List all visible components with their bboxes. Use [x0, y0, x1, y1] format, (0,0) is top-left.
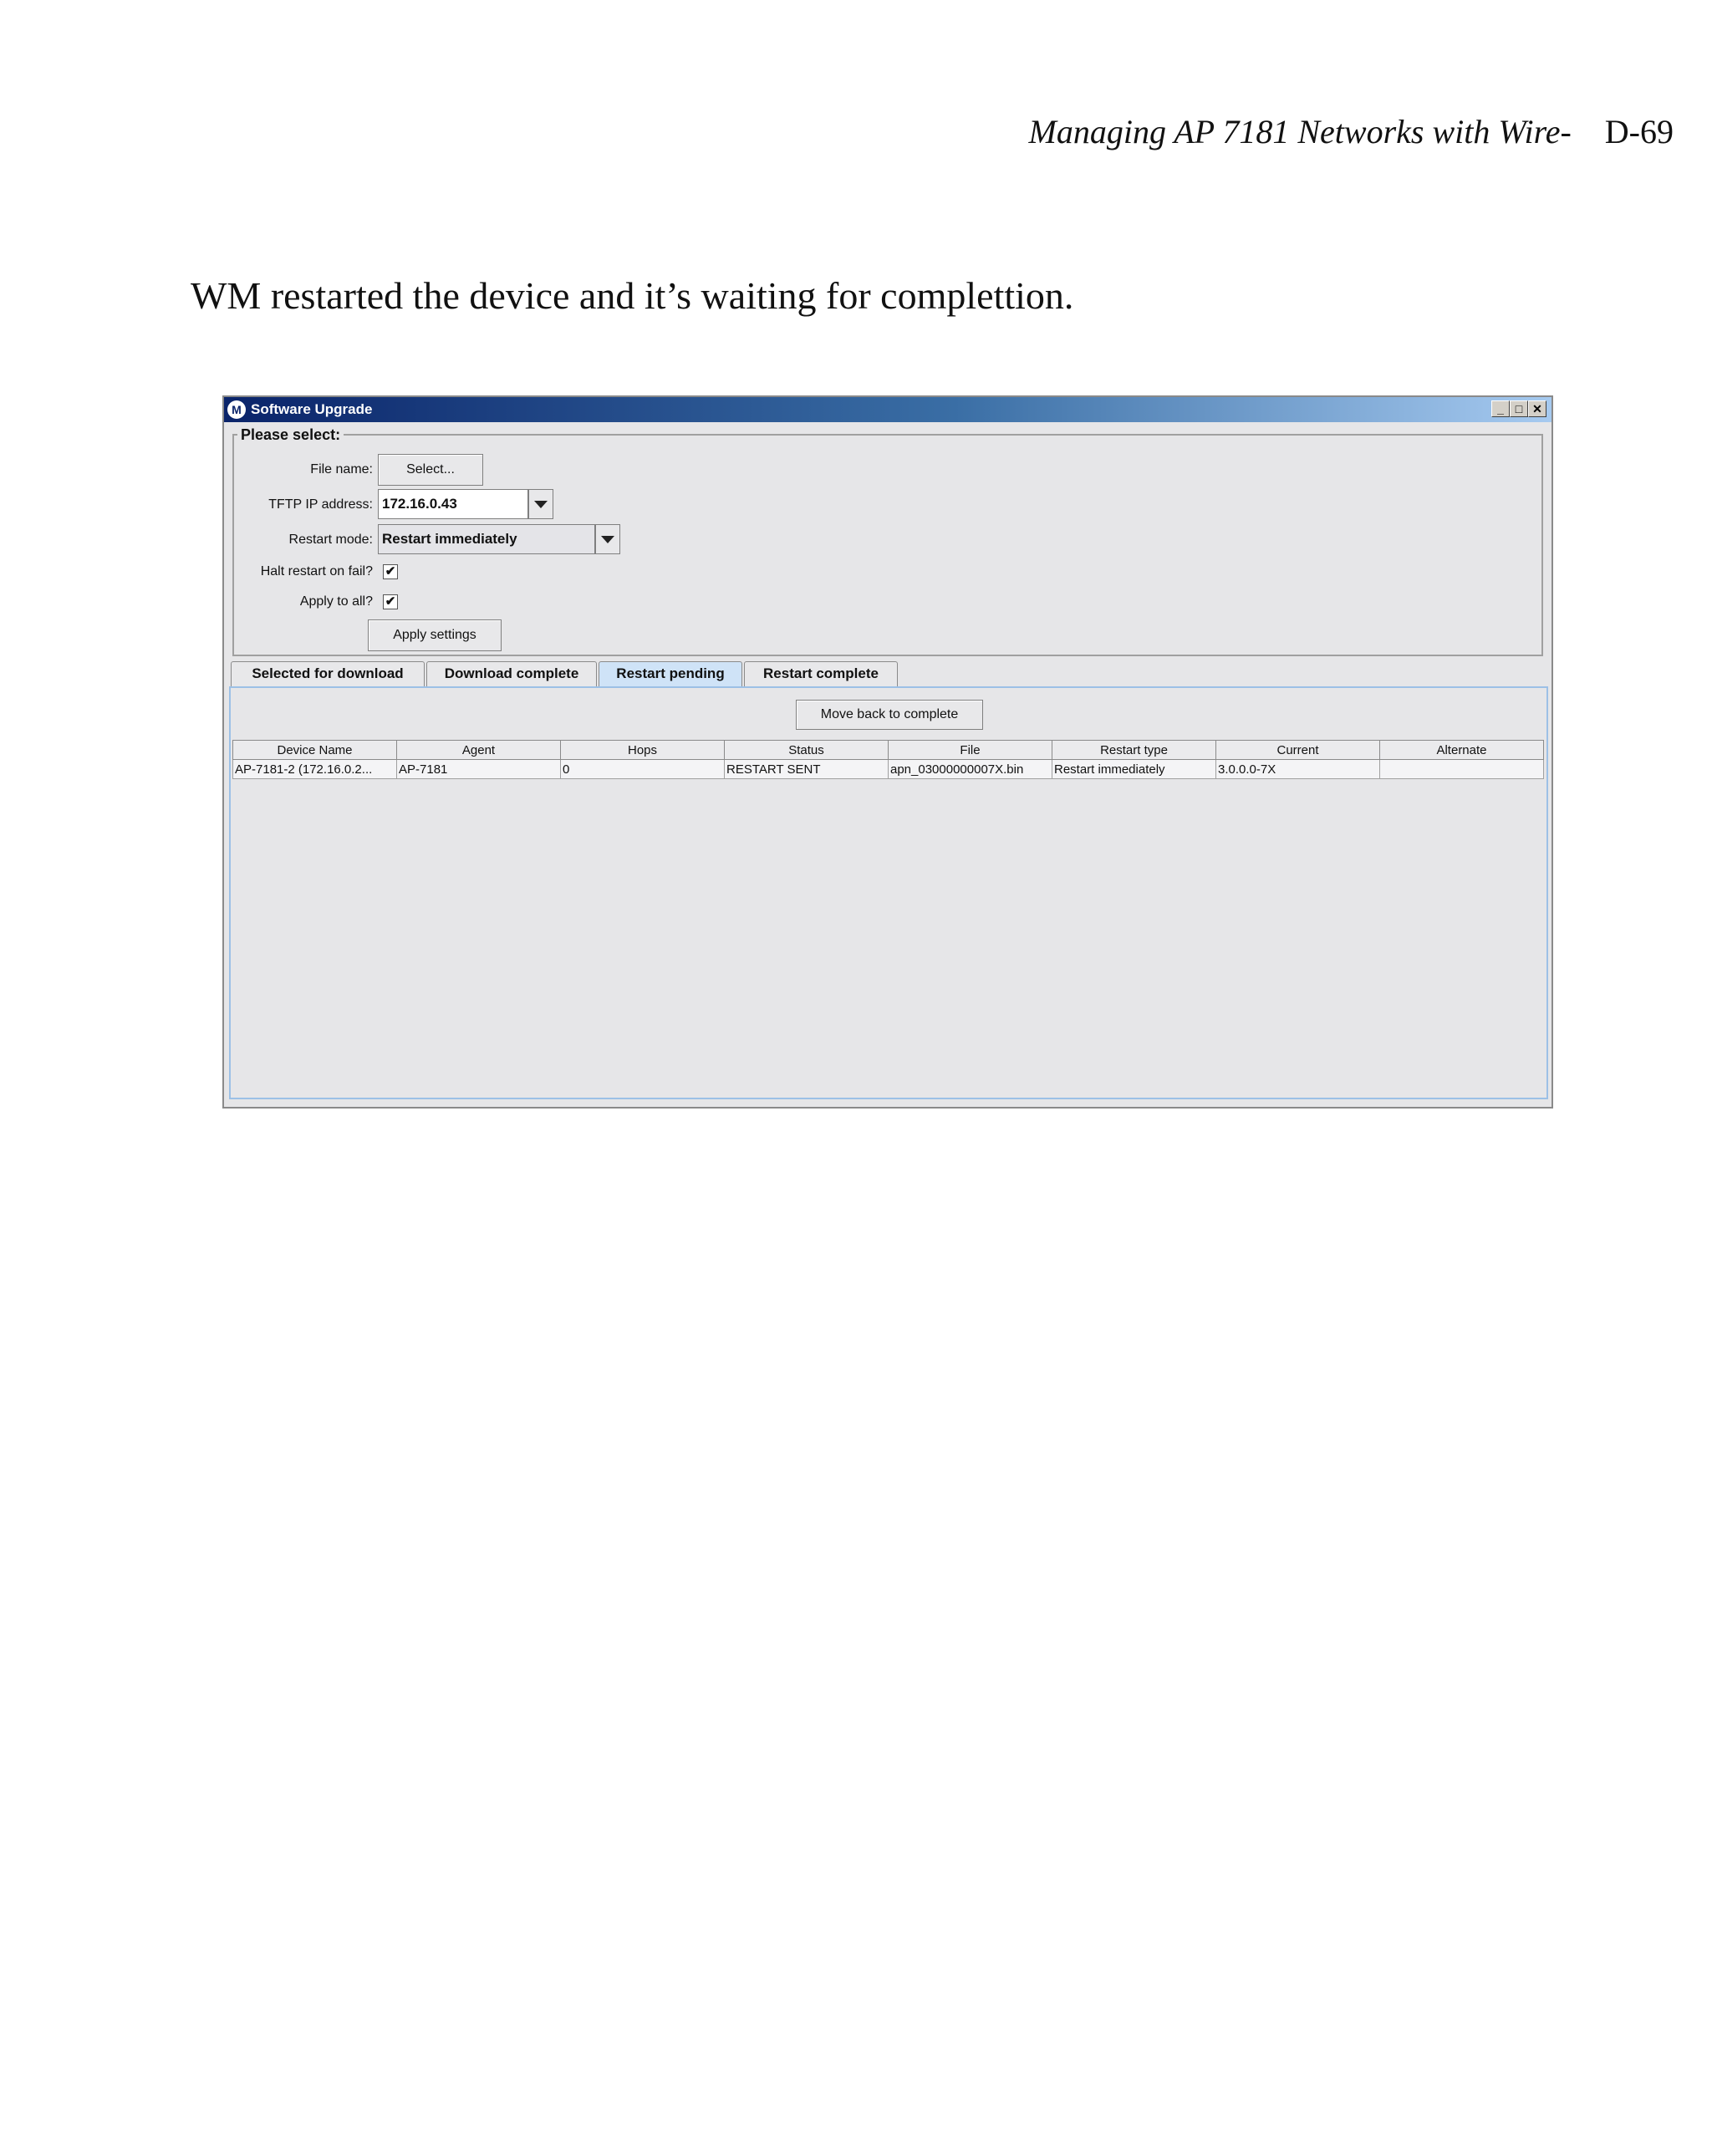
- cell-device-name: AP-7181-2 (172.16.0.2...: [233, 760, 397, 779]
- tftp-ip-input[interactable]: 172.16.0.43: [378, 489, 528, 519]
- close-button[interactable]: ✕: [1528, 400, 1546, 417]
- apply-settings-button[interactable]: Apply settings: [368, 619, 502, 651]
- select-file-button[interactable]: Select...: [378, 454, 483, 486]
- tab-selected-for-download[interactable]: Selected for download: [231, 661, 425, 686]
- halt-restart-label: Halt restart on fail?: [260, 564, 373, 579]
- move-back-to-complete-button[interactable]: Move back to complete: [796, 700, 983, 730]
- column-header-status[interactable]: Status: [725, 741, 889, 760]
- tab-download-complete[interactable]: Download complete: [426, 661, 597, 686]
- tftp-ip-label: TFTP IP address:: [268, 497, 373, 512]
- column-header-restart-type[interactable]: Restart type: [1052, 741, 1216, 760]
- column-header-hops[interactable]: Hops: [561, 741, 725, 760]
- running-header: [1029, 112, 1674, 151]
- running-title: Managing AP 7181 Networks with Wire-: [1028, 113, 1572, 150]
- window-title: Software Upgrade: [251, 401, 373, 417]
- tab-restart-complete[interactable]: Restart complete: [744, 661, 898, 686]
- column-header-device-name[interactable]: Device Name: [233, 741, 397, 760]
- cell-hops: 0: [561, 760, 725, 779]
- table-header-row: [233, 741, 1544, 760]
- group-title: Please select:: [237, 426, 344, 444]
- table-row[interactable]: [233, 760, 1544, 779]
- maximize-button[interactable]: □: [1510, 400, 1528, 417]
- file-name-label: File name:: [310, 462, 373, 477]
- cell-agent: AP-7181: [397, 760, 561, 779]
- intro-paragraph: WM restarted the device and it’s waiting for complettion.: [191, 274, 1074, 317]
- tab-restart-pending[interactable]: Restart pending: [599, 661, 742, 686]
- column-header-agent[interactable]: Agent: [397, 741, 561, 760]
- motorola-logo-icon: M: [227, 400, 246, 419]
- minimize-button[interactable]: _: [1491, 400, 1510, 417]
- software-upgrade-window: [222, 395, 1553, 1109]
- cell-status: RESTART SENT: [725, 760, 889, 779]
- cell-alternate: [1380, 760, 1544, 779]
- restart-mode-label: Restart mode:: [288, 533, 373, 547]
- halt-restart-checkbox[interactable]: ✔: [383, 564, 398, 579]
- cell-file: apn_03000000007X.bin: [889, 760, 1052, 779]
- restart-mode-select[interactable]: Restart immediately: [378, 524, 595, 554]
- cell-current: 3.0.0.0-7X: [1216, 760, 1380, 779]
- page-number: D-69: [1604, 113, 1674, 150]
- apply-to-all-label: Apply to all?: [299, 594, 373, 609]
- cell-restart-type: Restart immediately: [1052, 760, 1216, 779]
- column-header-current[interactable]: Current: [1216, 741, 1380, 760]
- apply-to-all-checkbox[interactable]: ✔: [383, 594, 398, 609]
- tftp-dropdown-chevron-down-icon[interactable]: [528, 489, 553, 519]
- column-header-alternate[interactable]: Alternate: [1380, 741, 1544, 760]
- column-header-file[interactable]: File: [889, 741, 1052, 760]
- title-bar[interactable]: [224, 397, 1552, 422]
- restart-mode-chevron-down-icon[interactable]: [595, 524, 620, 554]
- device-table: [232, 740, 1544, 779]
